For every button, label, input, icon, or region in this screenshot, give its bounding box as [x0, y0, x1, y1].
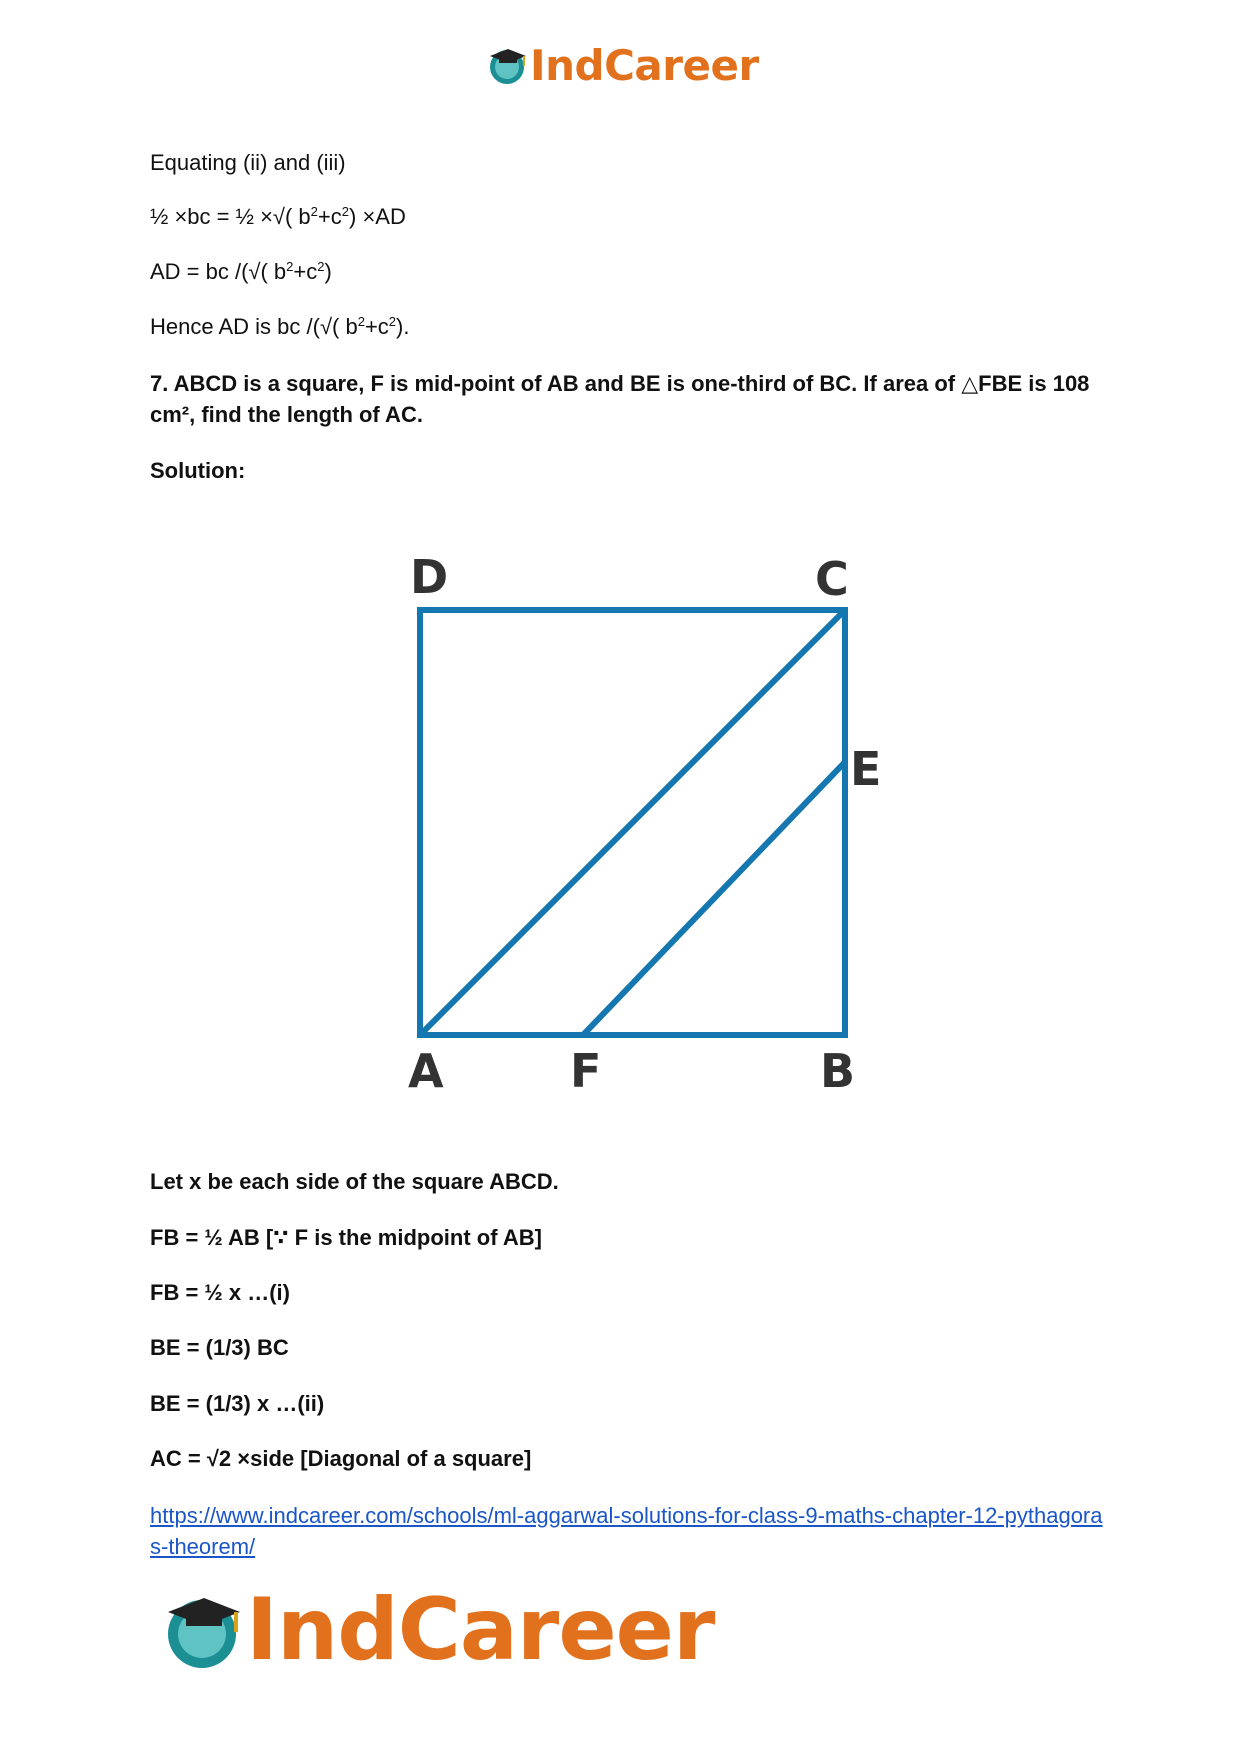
step-4: BE = (1/3) BC	[150, 1335, 289, 1360]
step-3: FB = ½ x …(i)	[150, 1280, 290, 1305]
step-5: BE = (1/3) x …(ii)	[150, 1391, 325, 1416]
step-1: Let x be each side of the square ABCD.	[150, 1169, 559, 1194]
step-2: FB = ½ AB [∵ F is the midpoint of AB]	[150, 1225, 542, 1250]
text-conclusion: Hence AD is bc /(√( $b^2+c^2$).	[150, 314, 410, 339]
label-e: E	[850, 742, 882, 796]
diagonal-ac	[420, 610, 845, 1035]
graduation-cap-globe-icon	[160, 1588, 244, 1672]
solution-label: Solution:	[150, 458, 246, 483]
step-6: AC = √2 ×side [Diagonal of a square]	[150, 1446, 532, 1471]
label-c: C	[815, 552, 849, 606]
label-a: A	[408, 1044, 444, 1098]
footer-logo	[160, 1580, 715, 1680]
question-7: 7. ABCD is a square, F is mid-point of AB and BE is one-third of BC. If area of △FBE is 108 cm², find the length of AC.	[150, 371, 1090, 427]
graduation-cap-globe-icon	[486, 44, 528, 86]
text-equating: Equating (ii) and (iii)	[150, 150, 346, 175]
segment-fe	[583, 762, 845, 1035]
brand-wordmark: IndCareer	[530, 40, 759, 90]
label-f: F	[570, 1044, 602, 1098]
label-b: B	[820, 1044, 856, 1098]
square-diagram	[400, 545, 920, 1105]
text-ad-equation: AD = bc /(√( $b^2+c^2$)	[150, 259, 332, 284]
header-logo	[486, 40, 759, 90]
label-d: D	[410, 550, 449, 604]
source-link[interactable]: https://www.indcareer.com/schools/ml-aggarwal-solutions-for-class-9-maths-chapter-12-pythagoras-theorem/	[150, 1503, 1103, 1559]
text-area-equation: ½ ×bc = ½ ×√( $b^2+c^2) \times AD$	[150, 204, 406, 229]
brand-wordmark: IndCareer	[246, 1580, 715, 1680]
